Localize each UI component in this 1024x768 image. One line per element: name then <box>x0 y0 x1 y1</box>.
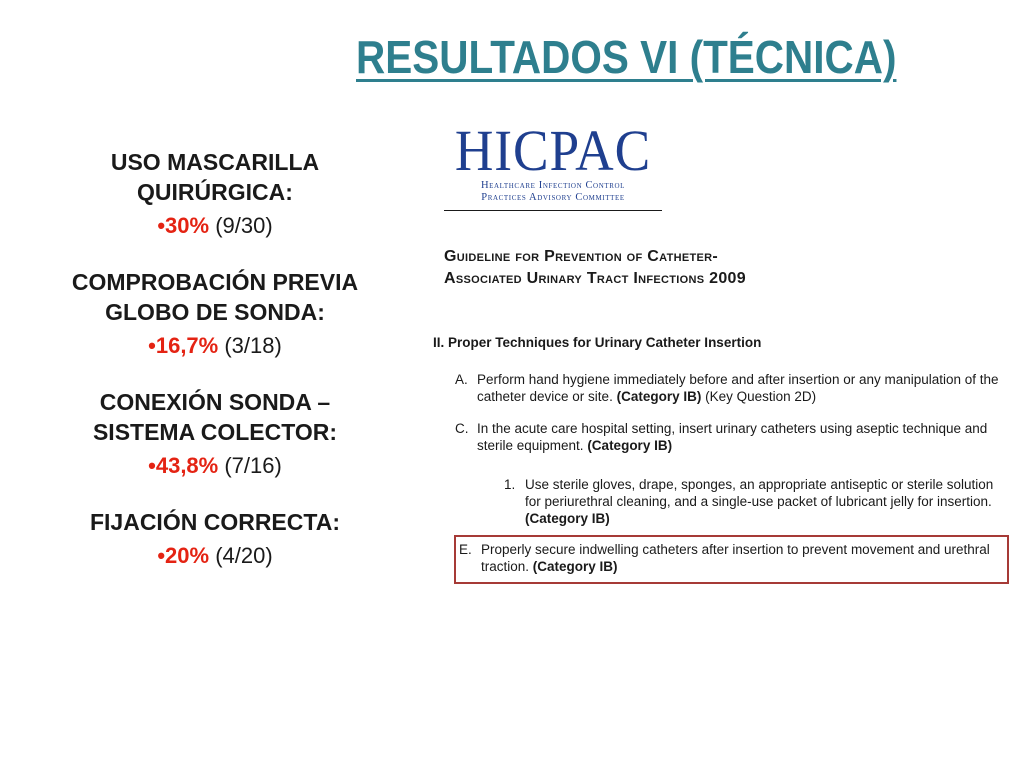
result-heading: FIJACIÓN CORRECTA: <box>89 509 340 535</box>
guideline-title <box>444 246 746 290</box>
result-fraction: (3/18) <box>224 333 282 358</box>
result-percent: 43,8% <box>155 453 219 478</box>
item-line: Properly secure indwelling catheters after insertion to prevent movement and urethral <box>481 542 990 557</box>
result-percent: 16,7% <box>155 333 219 358</box>
item-text: sterile equipment. <box>477 438 588 453</box>
result-metric <box>60 211 370 241</box>
category-tag: (Category IB) <box>616 389 702 404</box>
result-metric <box>60 451 370 481</box>
bullet: • <box>148 333 156 358</box>
category-tag: (Category IB) <box>587 438 673 453</box>
result-item <box>60 507 370 571</box>
guideline-item-c1 <box>504 476 993 527</box>
item-line: Perform hand hygiene immediately before and after insertion or any manipulation of the <box>477 372 999 387</box>
slide-title: RESULTADOS VI (TÉCNICA) <box>356 31 897 83</box>
category-tag: (Category IB) <box>525 511 610 526</box>
results-list <box>60 147 370 597</box>
result-metric <box>60 331 370 361</box>
result-percent: 20% <box>165 543 210 568</box>
result-item <box>60 387 370 481</box>
item-line: Use sterile gloves, drape, sponges, an appropriate antiseptic or sterile solution <box>525 477 994 492</box>
item-label: A. <box>455 372 468 387</box>
item-line: In the acute care hospital setting, insert urinary catheters using aseptic technique and <box>477 421 988 436</box>
result-heading: CONEXIÓN SONDA – SISTEMA COLECTOR: <box>92 389 338 445</box>
logo-subtitle-2: Practices Advisory Committee <box>481 192 625 203</box>
guideline-title-line-1: Guideline for Prevention of Catheter- <box>444 248 719 265</box>
hicpac-logo <box>444 118 662 211</box>
result-metric <box>60 541 370 571</box>
result-heading: USO MASCARILLA QUIRÚRGICA: <box>110 149 320 205</box>
item-text: traction. <box>481 559 533 574</box>
item-line <box>477 388 999 405</box>
item-text: catheter device or site. <box>477 389 617 404</box>
section-heading: II. Proper Techniques for Urinary Catheter Insertion <box>433 335 762 350</box>
result-item <box>60 267 370 361</box>
item-label: C. <box>455 421 469 436</box>
bullet: • <box>157 213 166 238</box>
logo-divider <box>444 210 662 211</box>
category-tag: (Category IB) <box>532 559 618 574</box>
result-fraction: (9/30) <box>215 213 273 238</box>
guideline-item-e <box>459 541 990 575</box>
item-line <box>477 437 987 454</box>
result-heading: COMPROBACIÓN PREVIA GLOBO DE SONDA: <box>71 269 359 325</box>
guideline-item-c <box>455 420 987 454</box>
bullet: • <box>148 453 156 478</box>
bullet: • <box>157 543 166 568</box>
guideline-item-a <box>455 371 999 405</box>
item-text: (Key Question 2D) <box>701 389 817 404</box>
guideline-title-line-2: Associated Urinary Tract Infections 2009 <box>444 270 746 287</box>
result-fraction: (4/20) <box>215 543 273 568</box>
item-label: 1. <box>504 477 516 492</box>
result-fraction: (7/16) <box>224 453 282 478</box>
logo-text: HICPAC <box>454 118 652 183</box>
item-label: E. <box>459 542 472 557</box>
result-percent: 30% <box>165 213 210 238</box>
item-line <box>481 558 990 575</box>
item-line: for periurethral cleaning, and a single-use packet of lubricant jelly for insertion. <box>525 494 992 509</box>
logo-subtitle-1: Healthcare Infection Control <box>480 180 626 191</box>
result-item <box>60 147 370 241</box>
